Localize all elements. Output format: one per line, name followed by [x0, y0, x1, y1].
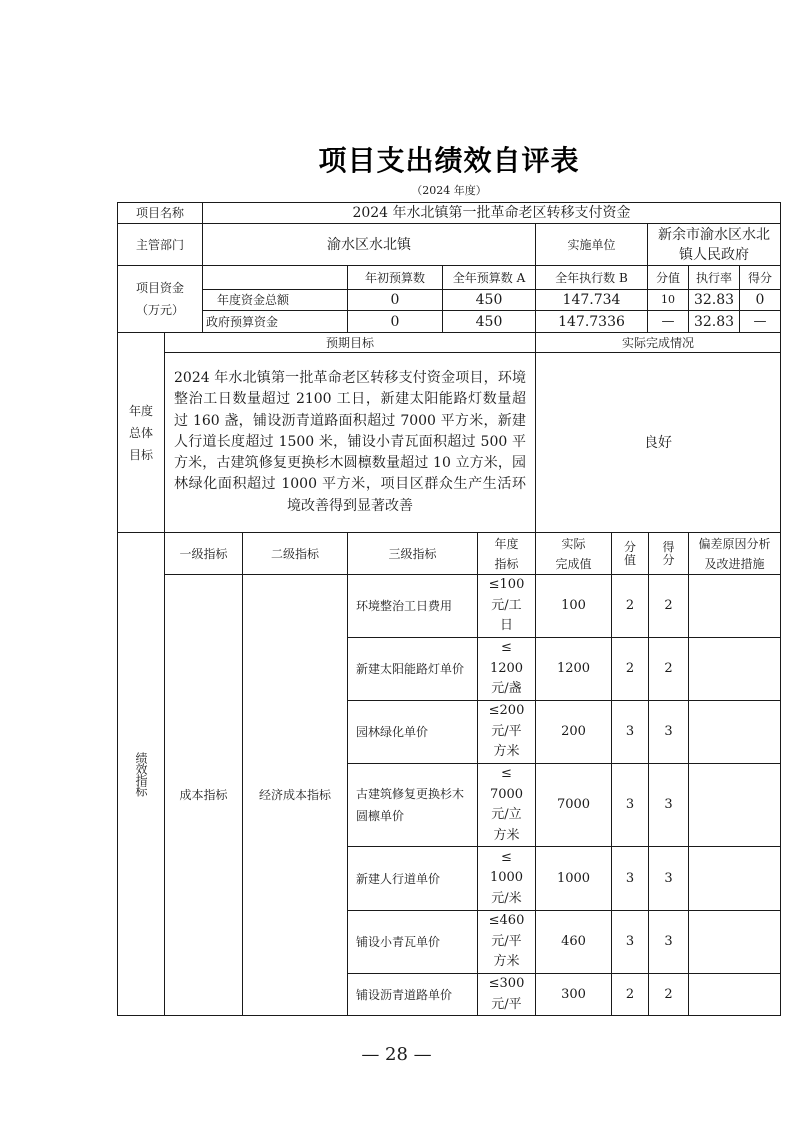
perf-weight-cell	[611, 637, 649, 701]
perf-weight-text: 3	[625, 934, 635, 949]
funds-cell: 450	[475, 313, 503, 330]
impl-label: 实施单位	[567, 237, 616, 252]
actual-result-header-text: 实际完成情况	[621, 335, 694, 350]
perf-header-level3	[347, 532, 478, 575]
perf-header-annual-target	[477, 532, 536, 575]
perf-weight-cell	[611, 846, 649, 911]
perf-level2-text: 经济成本指标	[258, 788, 331, 802]
perf-target-text: ≤100 元/工 日	[488, 577, 525, 634]
perf-weight-text: 3	[625, 724, 635, 739]
perf-header-text: 二级指标	[270, 546, 319, 561]
perf-actual-cell	[535, 910, 612, 974]
funds-cell: —	[753, 313, 767, 329]
perf-weight-text: 3	[625, 797, 635, 812]
project-name-label-cell	[117, 202, 203, 224]
funds-header-exec-rate	[688, 265, 740, 290]
funds-row-total-score	[739, 289, 781, 311]
perf-header-text: 得 分	[662, 539, 675, 567]
perf-actual-cell	[535, 637, 612, 701]
perf-level3-text: 铺设小青瓦单价	[356, 935, 441, 949]
funds-row-total-weight	[647, 289, 689, 311]
funds-row-gov-rate	[688, 310, 740, 333]
perf-score-cell	[648, 846, 689, 911]
perf-level3-cell	[347, 973, 478, 1016]
perf-score-text: 2	[664, 598, 673, 613]
perf-actual-text: 1000	[556, 870, 591, 886]
page-number: — 28 —	[361, 1044, 432, 1065]
perf-actual-text: 460	[561, 934, 586, 949]
perf-score-cell	[648, 910, 689, 974]
perf-level3-text: 新建人行道单价	[356, 871, 441, 886]
impl-value: 新余市渝水区水北镇人民政府	[658, 226, 770, 263]
project-name-label: 项目名称	[135, 206, 184, 220]
perf-score-cell	[648, 763, 689, 847]
perf-deviation-cell	[688, 846, 781, 911]
funds-header-initial-budget	[347, 265, 443, 290]
funds-cell: 32.83	[693, 313, 735, 330]
perf-target-text: ≤ 1200 元/盏	[489, 640, 524, 697]
actual-result-header	[535, 332, 781, 353]
perf-actual-cell	[535, 973, 612, 1016]
perf-deviation-cell	[688, 574, 781, 638]
funds-row-gov-initial	[347, 310, 443, 333]
perf-header-score	[648, 532, 689, 575]
funds-label-cell	[117, 265, 203, 333]
funds-cell: 147.7336	[558, 313, 625, 330]
funds-header-blank	[202, 265, 348, 290]
perf-header-text: 一级指标	[179, 546, 228, 561]
perf-weight-text: 3	[625, 870, 635, 886]
perf-level1-cell	[164, 574, 243, 1016]
perf-target-cell	[477, 763, 536, 847]
perf-deviation-cell	[688, 637, 781, 701]
perf-target-cell	[477, 574, 536, 638]
funds-cell: 32.83	[693, 292, 735, 308]
funds-header-4: 分值	[655, 270, 680, 285]
perf-header-weight	[611, 532, 649, 575]
perf-header-text: 年度 指标	[494, 536, 519, 571]
perf-header-deviation	[688, 532, 781, 575]
perf-weight-cell	[611, 973, 649, 1016]
impl-value-cell	[647, 223, 781, 266]
perf-level3-cell	[347, 700, 478, 764]
expected-goal-header	[164, 332, 536, 353]
perf-score-text: 3	[664, 934, 673, 949]
perf-weight-cell	[611, 700, 649, 764]
perf-header-level1	[164, 532, 243, 575]
perf-header-text: 三级指标	[388, 546, 437, 561]
performance-label: 绩效指标	[134, 752, 148, 796]
perf-level3-text: 铺设沥青道路单价	[356, 987, 453, 1002]
perf-target-cell	[477, 846, 536, 911]
perf-actual-cell	[535, 700, 612, 764]
perf-level3-text: 环境整治工日费用	[356, 599, 453, 613]
perf-actual-text: 7000	[556, 797, 591, 812]
dept-value-cell	[202, 223, 536, 266]
perf-actual-text: 300	[561, 986, 586, 1002]
funds-header-weight	[647, 265, 689, 290]
perf-header-actual-value	[535, 532, 612, 575]
perf-level3-cell	[347, 763, 478, 847]
funds-header-5: 执行率	[695, 270, 732, 285]
funds-cell: 450	[475, 292, 503, 308]
perf-level3-cell	[347, 910, 478, 974]
funds-cell: 政府预算资金	[206, 314, 279, 329]
funds-cell: 0	[390, 313, 400, 330]
perf-target-text: ≤200 元/平 方米	[488, 703, 525, 760]
expected-goal-text: 2024 年水北镇第一批革命老区转移支付资金项目，环境整治工日数量超过 2100 工日，新建太阳能路灯数量超过 160 盏，铺设沥青道路面积超过 7000 平方米，新建人行道长度超过 1500 米，铺设小青瓦面积超过 500 平方米，古建筑修复更换杉木圆檩数量超过 10 立方米，园林绿化面积超过 1000 平方米，项目区群众生产生活环境改善得到显著改善	[174, 369, 526, 514]
perf-score-cell	[648, 700, 689, 764]
perf-weight-text: 2	[625, 986, 635, 1002]
perf-header-text: 实际 完成值	[555, 536, 592, 571]
funds-row-total-annual	[442, 289, 536, 311]
year-subtitle: （2024 年度）	[411, 184, 487, 197]
perf-deviation-cell	[688, 763, 781, 847]
funds-row-gov-executed	[535, 310, 648, 333]
perf-level3-cell	[347, 846, 478, 911]
expected-goal-header-text: 预期目标	[325, 335, 374, 350]
perf-level3-text: 园林绿化单价	[356, 725, 429, 739]
funds-header-annual-budget	[442, 265, 536, 290]
funds-row-gov-weight	[647, 310, 689, 333]
page-title: 项目支出绩效自评表	[318, 144, 580, 177]
funds-cell: 0	[390, 292, 400, 308]
perf-deviation-cell	[688, 700, 781, 764]
perf-level3-text: 古建筑修复更换杉木圆檩单价	[356, 787, 465, 823]
perf-target-cell	[477, 700, 536, 764]
funds-cell: —	[661, 313, 675, 329]
project-name-cell	[202, 202, 781, 224]
funds-row-gov-score	[739, 310, 781, 333]
funds-header-6: 得分	[747, 270, 772, 285]
perf-level3-cell	[347, 637, 478, 701]
funds-row-total-initial	[347, 289, 443, 311]
perf-actual-text: 1200	[556, 661, 591, 676]
perf-weight-cell	[611, 574, 649, 638]
funds-cell: 年度资金总额	[217, 293, 290, 307]
funds-header-executed	[535, 265, 648, 290]
project-name-value: 2024 年水北镇第一批革命老区转移支付资金	[352, 205, 631, 221]
perf-header-text: 偏差原因分析 及改进措施	[698, 536, 771, 571]
perf-score-text: 3	[664, 797, 673, 812]
perf-level3-cell	[347, 574, 478, 638]
funds-row-gov-annual	[442, 310, 536, 333]
perf-score-cell	[648, 574, 689, 638]
perf-actual-cell	[535, 846, 612, 911]
funds-row-total-label	[202, 289, 348, 311]
perf-level3-text: 新建太阳能路灯单价	[356, 662, 465, 676]
perf-score-text: 2	[664, 986, 673, 1002]
performance-label-cell	[117, 532, 165, 1016]
funds-label: 项目资金 （万元）	[135, 281, 184, 317]
perf-header-text: 分 值	[623, 539, 636, 567]
perf-target-text: ≤460 元/平 方米	[488, 913, 525, 970]
actual-result-text: 良好	[644, 434, 672, 451]
funds-cell: 10	[661, 293, 675, 306]
perf-weight-cell	[611, 763, 649, 847]
perf-target-cell	[477, 637, 536, 701]
perf-target-text: ≤ 7000 元/立 方米	[489, 766, 524, 843]
perf-actual-text: 200	[561, 724, 586, 739]
perf-score-cell	[648, 973, 689, 1016]
funds-row-total-executed	[535, 289, 648, 311]
funds-row-gov-label	[202, 310, 348, 333]
perf-header-level2	[242, 532, 348, 575]
funds-cell: 0	[755, 292, 765, 308]
perf-actual-cell	[535, 574, 612, 638]
expected-goal-cell	[164, 352, 536, 533]
goals-label-cell	[117, 332, 165, 533]
perf-score-text: 3	[664, 870, 673, 886]
perf-target-cell	[477, 973, 536, 1016]
actual-result-cell	[535, 352, 781, 533]
perf-weight-text: 2	[625, 661, 635, 676]
perf-weight-cell	[611, 910, 649, 974]
perf-level1-text: 成本指标	[179, 788, 228, 802]
impl-label-cell	[535, 223, 648, 266]
goals-label: 年度 总体 目标	[128, 403, 153, 462]
perf-deviation-cell	[688, 973, 781, 1016]
perf-actual-cell	[535, 763, 612, 847]
dept-label-cell	[117, 223, 203, 266]
perf-score-cell	[648, 637, 689, 701]
perf-score-text: 2	[664, 661, 673, 676]
perf-deviation-cell	[688, 910, 781, 974]
perf-level2-cell	[242, 574, 348, 1016]
funds-header-2: 全年预算数 A	[452, 270, 526, 285]
funds-header-1: 年初预算数	[364, 270, 425, 285]
perf-weight-text: 2	[625, 598, 635, 613]
perf-target-text: ≤300 元/平	[488, 976, 525, 1012]
dept-label: 主管部门	[135, 237, 184, 252]
funds-header-3: 全年执行数 B	[555, 270, 628, 285]
dept-value: 渝水区水北镇	[327, 236, 411, 253]
perf-actual-text: 100	[561, 598, 586, 613]
funds-row-total-rate	[688, 289, 740, 311]
funds-cell: 147.734	[562, 292, 621, 308]
perf-target-text: ≤ 1000 元/米	[489, 849, 524, 906]
funds-header-score	[739, 265, 781, 290]
perf-target-cell	[477, 910, 536, 974]
perf-score-text: 3	[664, 724, 673, 739]
